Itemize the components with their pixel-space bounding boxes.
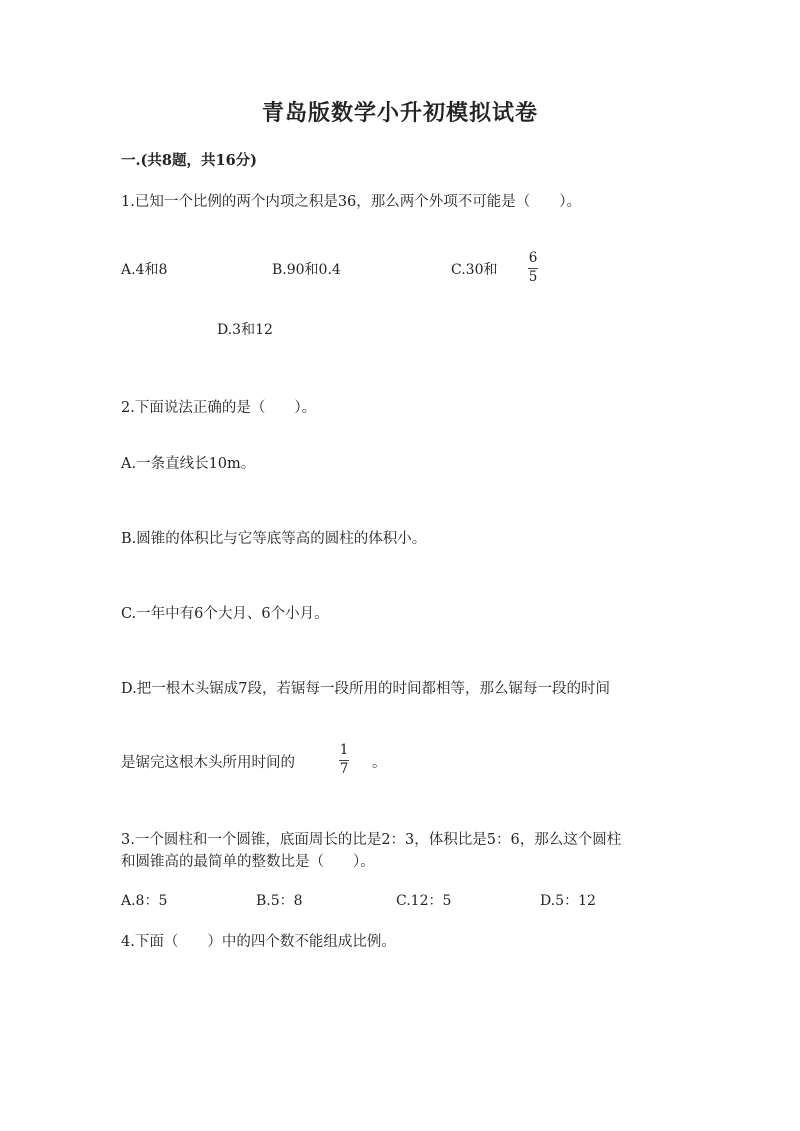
question-1-option-a: A.4和8 <box>121 262 168 278</box>
question-2-option-d-fraction <box>339 744 349 776</box>
question-1-option-c: C.30和 <box>451 262 498 278</box>
question-1-option-c-fraction <box>528 252 538 284</box>
question-3-option-b: B.5：8 <box>256 893 303 909</box>
fraction-numerator: 1 <box>339 742 349 758</box>
fraction-denominator: 5 <box>528 268 538 285</box>
question-2-option-b: B.圆锥的体积比与它等底等高的圆柱的体积小。 <box>121 531 427 547</box>
question-4-stem: 4.下面（ ）中的四个数不能组成比例。 <box>121 934 396 950</box>
page-title: 青岛版数学小升初模拟试卷 <box>261 100 538 126</box>
question-3-stem-line1: 3.一个圆柱和一个圆锥，底面周长的比是2：3，体积比是5：6，那么这个圆柱 <box>121 832 622 848</box>
question-2-option-d-line2: 是锯完这根木头所用时间的 <box>121 755 295 771</box>
fraction-numerator: 6 <box>528 250 538 266</box>
question-3-option-c: C.12：5 <box>396 893 452 909</box>
question-3-stem-line2: 和圆锥高的最简单的整数比是（ ）。 <box>121 854 375 870</box>
question-1-option-d: D.3和12 <box>217 322 273 338</box>
question-2-option-d-line1: D.把一根木头锯成7段，若锯每一段所用的时间都相等，那么锯每一段的时间 <box>121 681 610 697</box>
question-3-option-a: A.8：5 <box>121 893 168 909</box>
fraction-denominator: 7 <box>339 760 349 777</box>
question-3-option-d: D.5：12 <box>540 893 596 909</box>
question-1-option-b: B.90和0.4 <box>272 262 341 278</box>
question-2-option-c: C.一年中有6个大月、6个小月。 <box>121 606 329 622</box>
question-2-option-d-end: 。 <box>372 755 387 771</box>
question-2-option-a: A.一条直线长10m。 <box>121 456 256 472</box>
question-2-stem: 2.下面说法正确的是（ ）。 <box>121 400 317 416</box>
section-heading: 一.(共8题，共16分) <box>121 152 258 169</box>
question-1-stem: 1.已知一个比例的两个内项之积是36，那么两个外项不可能是（ ）。 <box>121 194 582 210</box>
